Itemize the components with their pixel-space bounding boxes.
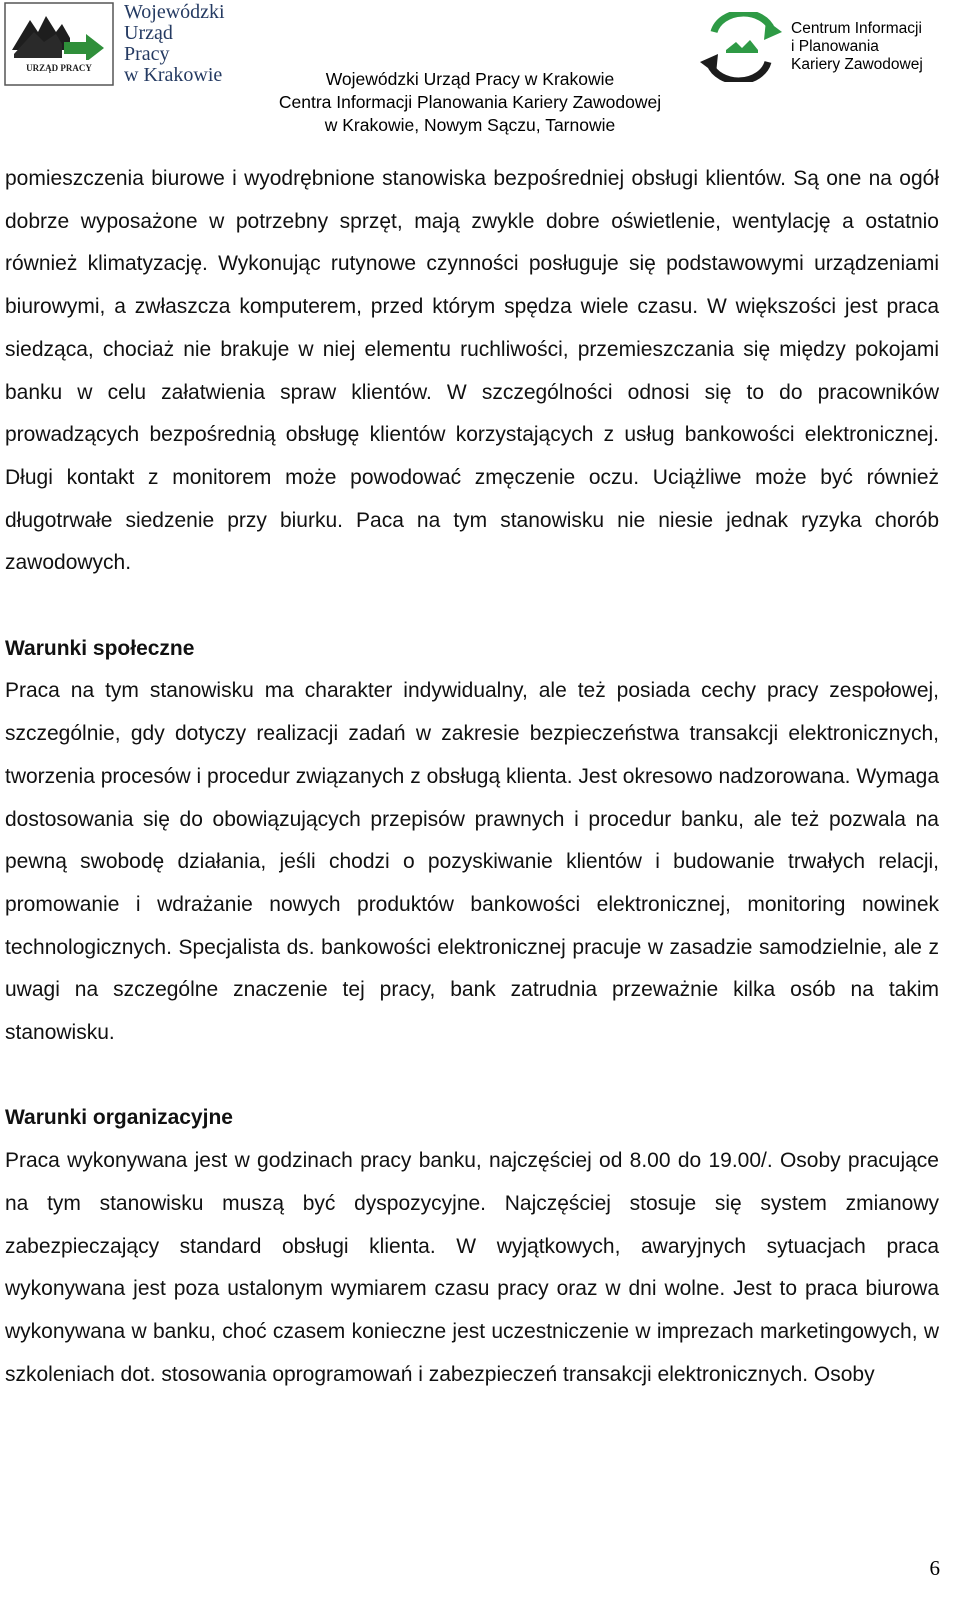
section-spacer — [5, 1055, 939, 1098]
left-logo-line: Urząd — [124, 22, 173, 44]
header-line-2: Centra Informacji Planowania Kariery Zawodowej — [278, 92, 662, 112]
right-logo-line: Centrum Informacji — [791, 20, 922, 37]
section-spacer — [5, 585, 939, 628]
right-logo-line: Kariery Zawodowej — [791, 56, 923, 73]
organizational-conditions-heading: Warunki organizacyjne — [5, 1106, 233, 1130]
social-conditions-heading: Warunki społeczne — [5, 636, 195, 660]
left-logo-line: w Krakowie — [124, 64, 223, 86]
left-logo-line: Pracy — [124, 43, 170, 65]
page-number: 6 — [929, 1556, 940, 1580]
wup-logo-icon — [4, 2, 114, 86]
intro-paragraph: pomieszczenia biurowe i wyodrębnione stanowiska bezpośredniej obsługi klientów. Są one na ogół dobrze wyposażone w potrzebny sprzęt, mają zwykle dobre oświetlenie, wentylację a ostatnio również klimatyzację. Wykonując rutynowe czynności posługuje się podstawowymi urządzeniami biurowymi, a zwłaszcza komputerem, przed którym spędza wiele czasu. W większości jest praca siedząca, chociaż nie brakuje w niej elementu ruchliwości, przemieszczania się między pokojami banku w celu załatwienia spraw klientów. W szczególności odnosi się to do pracowników prowadzących bezpośrednią obsługę klientów korzystających z usług bankowości elektronicznej. Długi kontakt z monitorem może powodować zmęczenie oczu. Uciążliwe może być również długotrwałe siedzenie przy biurku. Paca na tym stanowisku nie niesie jednak ryzyka chorób zawodowych. — [5, 167, 939, 575]
cipkz-logo-icon — [696, 12, 786, 82]
header-line-3: w Krakowie, Nowym Sączu, Tarnowie — [324, 115, 616, 135]
social-conditions-paragraph: Praca na tym stanowisku ma charakter indywidualny, ale też posiada cechy pracy zespołowej, szczególnie, gdy dotyczy realizacji zadań w zakresie bezpieczeństwa transakcji elektronicznych, tworzenia procesów i procedur związanych z obsługą klienta. Jest okresowo nadzorowana. Wymaga dostosowania się do obowiązujących przepisów prawnych i procedur banku, ale też pozwala na pewną swobodę działania, jeśli chodzi o pozyskiwanie klientów i budowanie trwałych relacji, promowanie i wdrażanie nowych produktów bankowości elektronicznej, monitoring nowinek technologicznych. Specjalista ds. bankowości elektronicznej pracuje w zasadzie samodzielnie, ale z uwagi na szczególne znaczenie tej pracy, bank zatrudnia przeważnie kilka osób na takim stanowisku. — [5, 679, 939, 1045]
organizational-conditions-paragraph: Praca wykonywana jest w godzinach pracy banku, najczęściej od 8.00 do 19.00/. Osoby pracujące na tym stanowisku muszą być dyspozycyjne. Najczęściej stosuje się system zmianowy zabezpieczający standard obsługi klienta. W wyjątkowych, awaryjnych sytuacjach praca wykonywana jest poza ustalonym wymiarem czasu pracy oraz w dni wolne. Jest to praca biurowa wykonywana w banku, choć czasem konieczne jest uczestniczenie w imprezach marketingowych, w szkoleniach dot. stosowania oprogramowań i zabezpieczeń transakcji elektronicznych. Osoby — [5, 1149, 939, 1386]
right-logo-wordmark — [791, 20, 923, 74]
left-logo-line: Wojewódzki — [124, 1, 225, 23]
header-institution-text — [200, 68, 740, 137]
left-logo-badge-text: URZĄD PRACY — [26, 63, 92, 73]
header-line-1: Wojewódzki Urząd Pracy w Krakowie — [325, 69, 615, 89]
page-header — [0, 0, 960, 150]
right-logo-line: i Planowania — [791, 38, 879, 55]
document-body — [5, 158, 939, 1396]
